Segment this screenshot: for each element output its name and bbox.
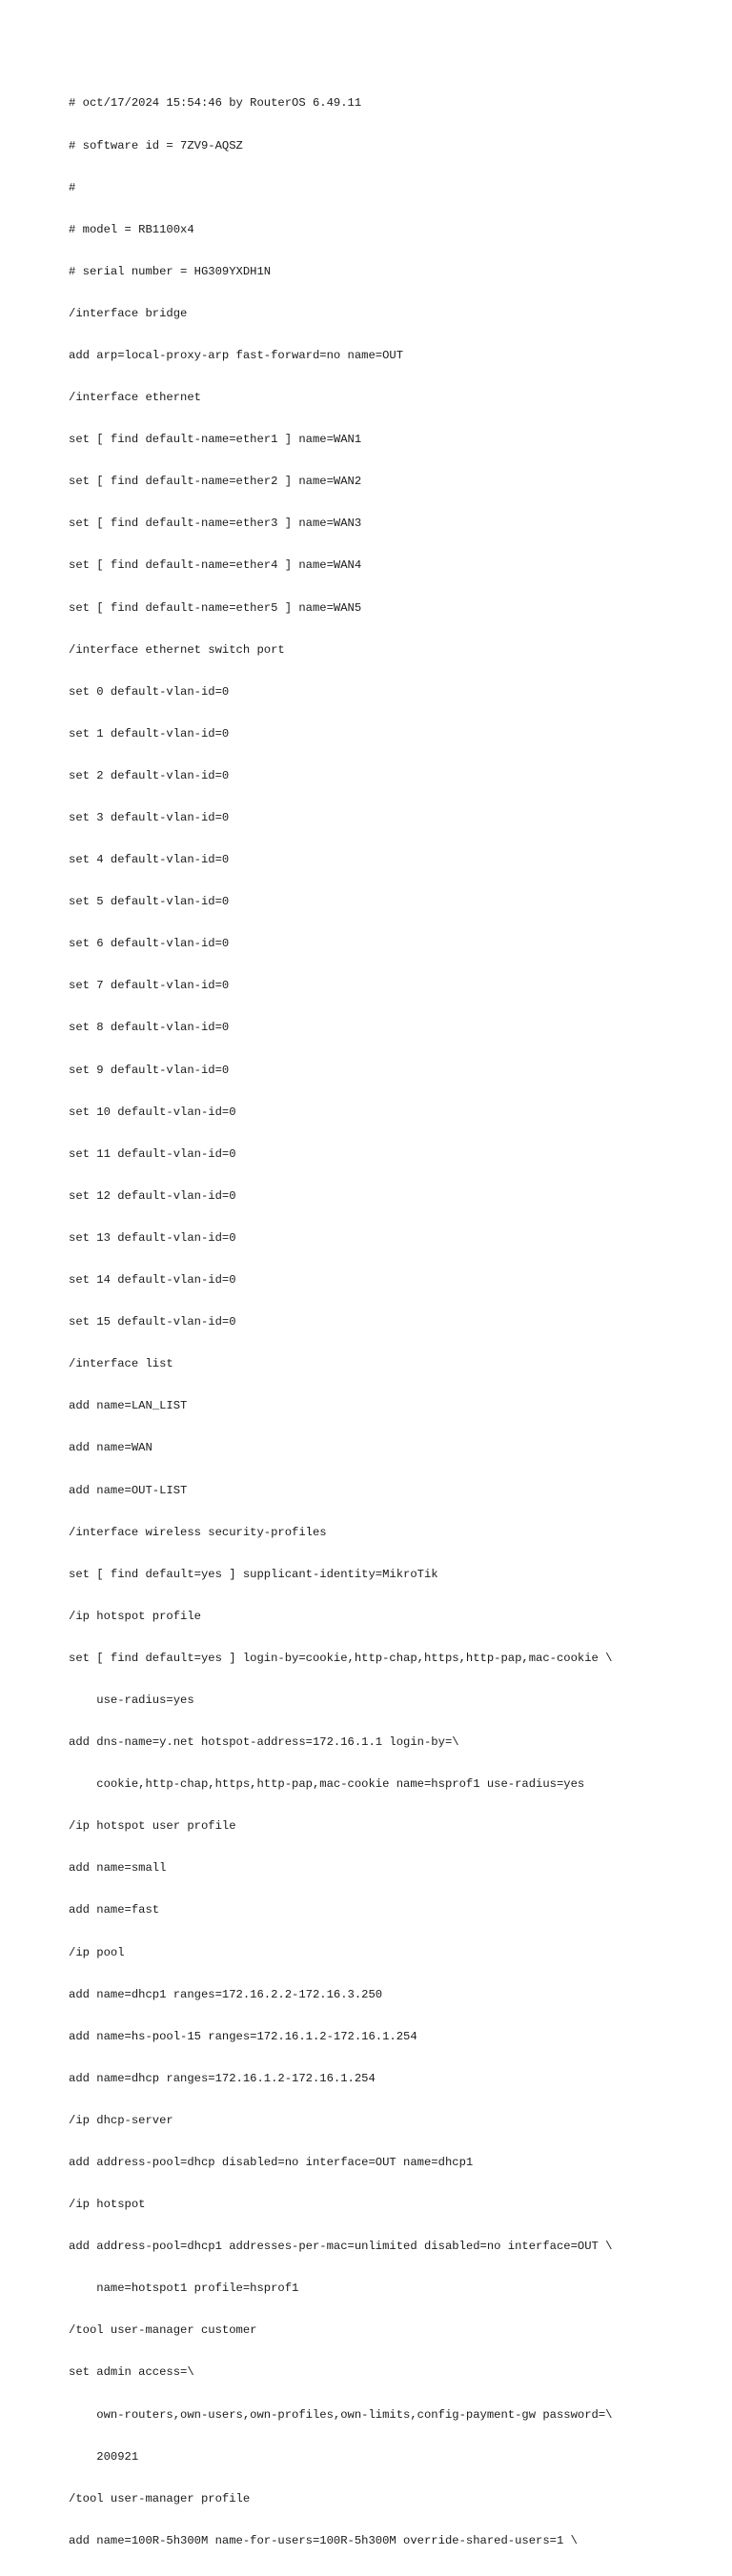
code-line: set [ find default-name=ether5 ] name=WAN5 — [69, 600, 362, 615]
code-line: set [ find default-name=ether4 ] name=WAN4 — [69, 558, 362, 573]
code-line: set 4 default-vlan-id=0 — [69, 853, 230, 867]
code-line: /ip pool — [69, 1945, 125, 1959]
code-line: set [ find default=yes ] supplicant-identity=MikroTik — [69, 1567, 438, 1581]
code-line: use-radius=yes — [69, 1693, 194, 1707]
code-line: set 14 default-vlan-id=0 — [69, 1273, 236, 1288]
code-line: set 6 default-vlan-id=0 — [69, 937, 230, 951]
code-line: set 13 default-vlan-id=0 — [69, 1230, 236, 1245]
code-line: /ip hotspot — [69, 2198, 146, 2212]
code-line: add arp=local-proxy-arp fast-forward=no name=OUT — [69, 348, 404, 362]
code-line: own-routers,own-users,own-profiles,own-limits,config-payment-gw password=\ — [69, 2407, 613, 2422]
code-line: set 5 default-vlan-id=0 — [69, 895, 230, 909]
code-line: # oct/17/2024 15:54:46 by RouterOS 6.49.11 — [69, 96, 362, 111]
code-line: set 0 default-vlan-id=0 — [69, 684, 230, 699]
code-line: add name=WAN — [69, 1441, 152, 1455]
code-line: add name=fast — [69, 1903, 160, 1917]
code-line: set 10 default-vlan-id=0 — [69, 1105, 236, 1119]
code-line: set [ find default-name=ether2 ] name=WAN2 — [69, 475, 362, 489]
code-line: add name=OUT-LIST — [69, 1483, 188, 1497]
code-line: 200921 — [69, 2449, 139, 2464]
code-line: set 9 default-vlan-id=0 — [69, 1063, 230, 1077]
code-line: add name=hs-pool-15 ranges=172.16.1.2-172.16.1.254 — [69, 2029, 417, 2043]
code-line: add address-pool=dhcp disabled=no interface=OUT name=dhcp1 — [69, 2156, 474, 2169]
code-line: set 2 default-vlan-id=0 — [69, 768, 230, 782]
routeros-config-text — [69, 69, 612, 2576]
code-line: add name=dhcp1 ranges=172.16.2.2-172.16.3.250 — [69, 1987, 383, 2001]
code-line: /tool user-manager profile — [69, 2491, 251, 2505]
code-line: set 7 default-vlan-id=0 — [69, 979, 230, 993]
code-line: add dns-name=y.net hotspot-address=172.16.1.1 login-by=\ — [69, 1735, 459, 1750]
code-line: set 15 default-vlan-id=0 — [69, 1315, 236, 1329]
code-line: /tool user-manager customer — [69, 2323, 257, 2338]
code-line: /interface ethernet switch port — [69, 642, 285, 657]
code-line: /interface list — [69, 1357, 173, 1371]
code-line: # serial number = HG309YXDH1N — [69, 264, 272, 278]
code-line: set admin access=\ — [69, 2365, 194, 2380]
code-line: set [ find default-name=ether1 ] name=WAN1 — [69, 433, 362, 447]
code-line: set 11 default-vlan-id=0 — [69, 1146, 236, 1161]
code-line: set [ find default=yes ] login-by=cookie,http-chap,https,http-pap,mac-cookie \ — [69, 1651, 613, 1665]
code-line: add name=small — [69, 1861, 167, 1876]
code-line: /interface wireless security-profiles — [69, 1525, 327, 1539]
code-line: set 1 default-vlan-id=0 — [69, 726, 230, 740]
code-line: name=hotspot1 profile=hsprof1 — [69, 2282, 299, 2296]
code-line: set 8 default-vlan-id=0 — [69, 1021, 230, 1035]
code-line: add name=dhcp ranges=172.16.1.2-172.16.1.254 — [69, 2071, 376, 2085]
code-line: # software id = 7ZV9-AQSZ — [69, 138, 243, 152]
code-line: /interface ethernet — [69, 391, 201, 405]
code-line: set 12 default-vlan-id=0 — [69, 1188, 236, 1203]
code-line: # — [69, 180, 76, 194]
code-line: add name=100R-5h300M name-for-users=100R-5h300M override-shared-users=1 \ — [69, 2533, 578, 2547]
code-line: /ip dhcp-server — [69, 2113, 173, 2127]
code-line: set [ find default-name=ether3 ] name=WAN3 — [69, 517, 362, 531]
code-line: cookie,http-chap,https,http-pap,mac-cookie name=hsprof1 use-radius=yes — [69, 1777, 585, 1792]
code-line: set 3 default-vlan-id=0 — [69, 811, 230, 824]
code-line: /ip hotspot profile — [69, 1609, 201, 1623]
code-line: /ip hotspot user profile — [69, 1819, 236, 1834]
code-line: # model = RB1100x4 — [69, 222, 194, 236]
code-line: /interface bridge — [69, 306, 188, 320]
code-line: add name=LAN_LIST — [69, 1399, 188, 1413]
code-line: add address-pool=dhcp1 addresses-per-mac=unlimited disabled=no interface=OUT \ — [69, 2240, 613, 2254]
